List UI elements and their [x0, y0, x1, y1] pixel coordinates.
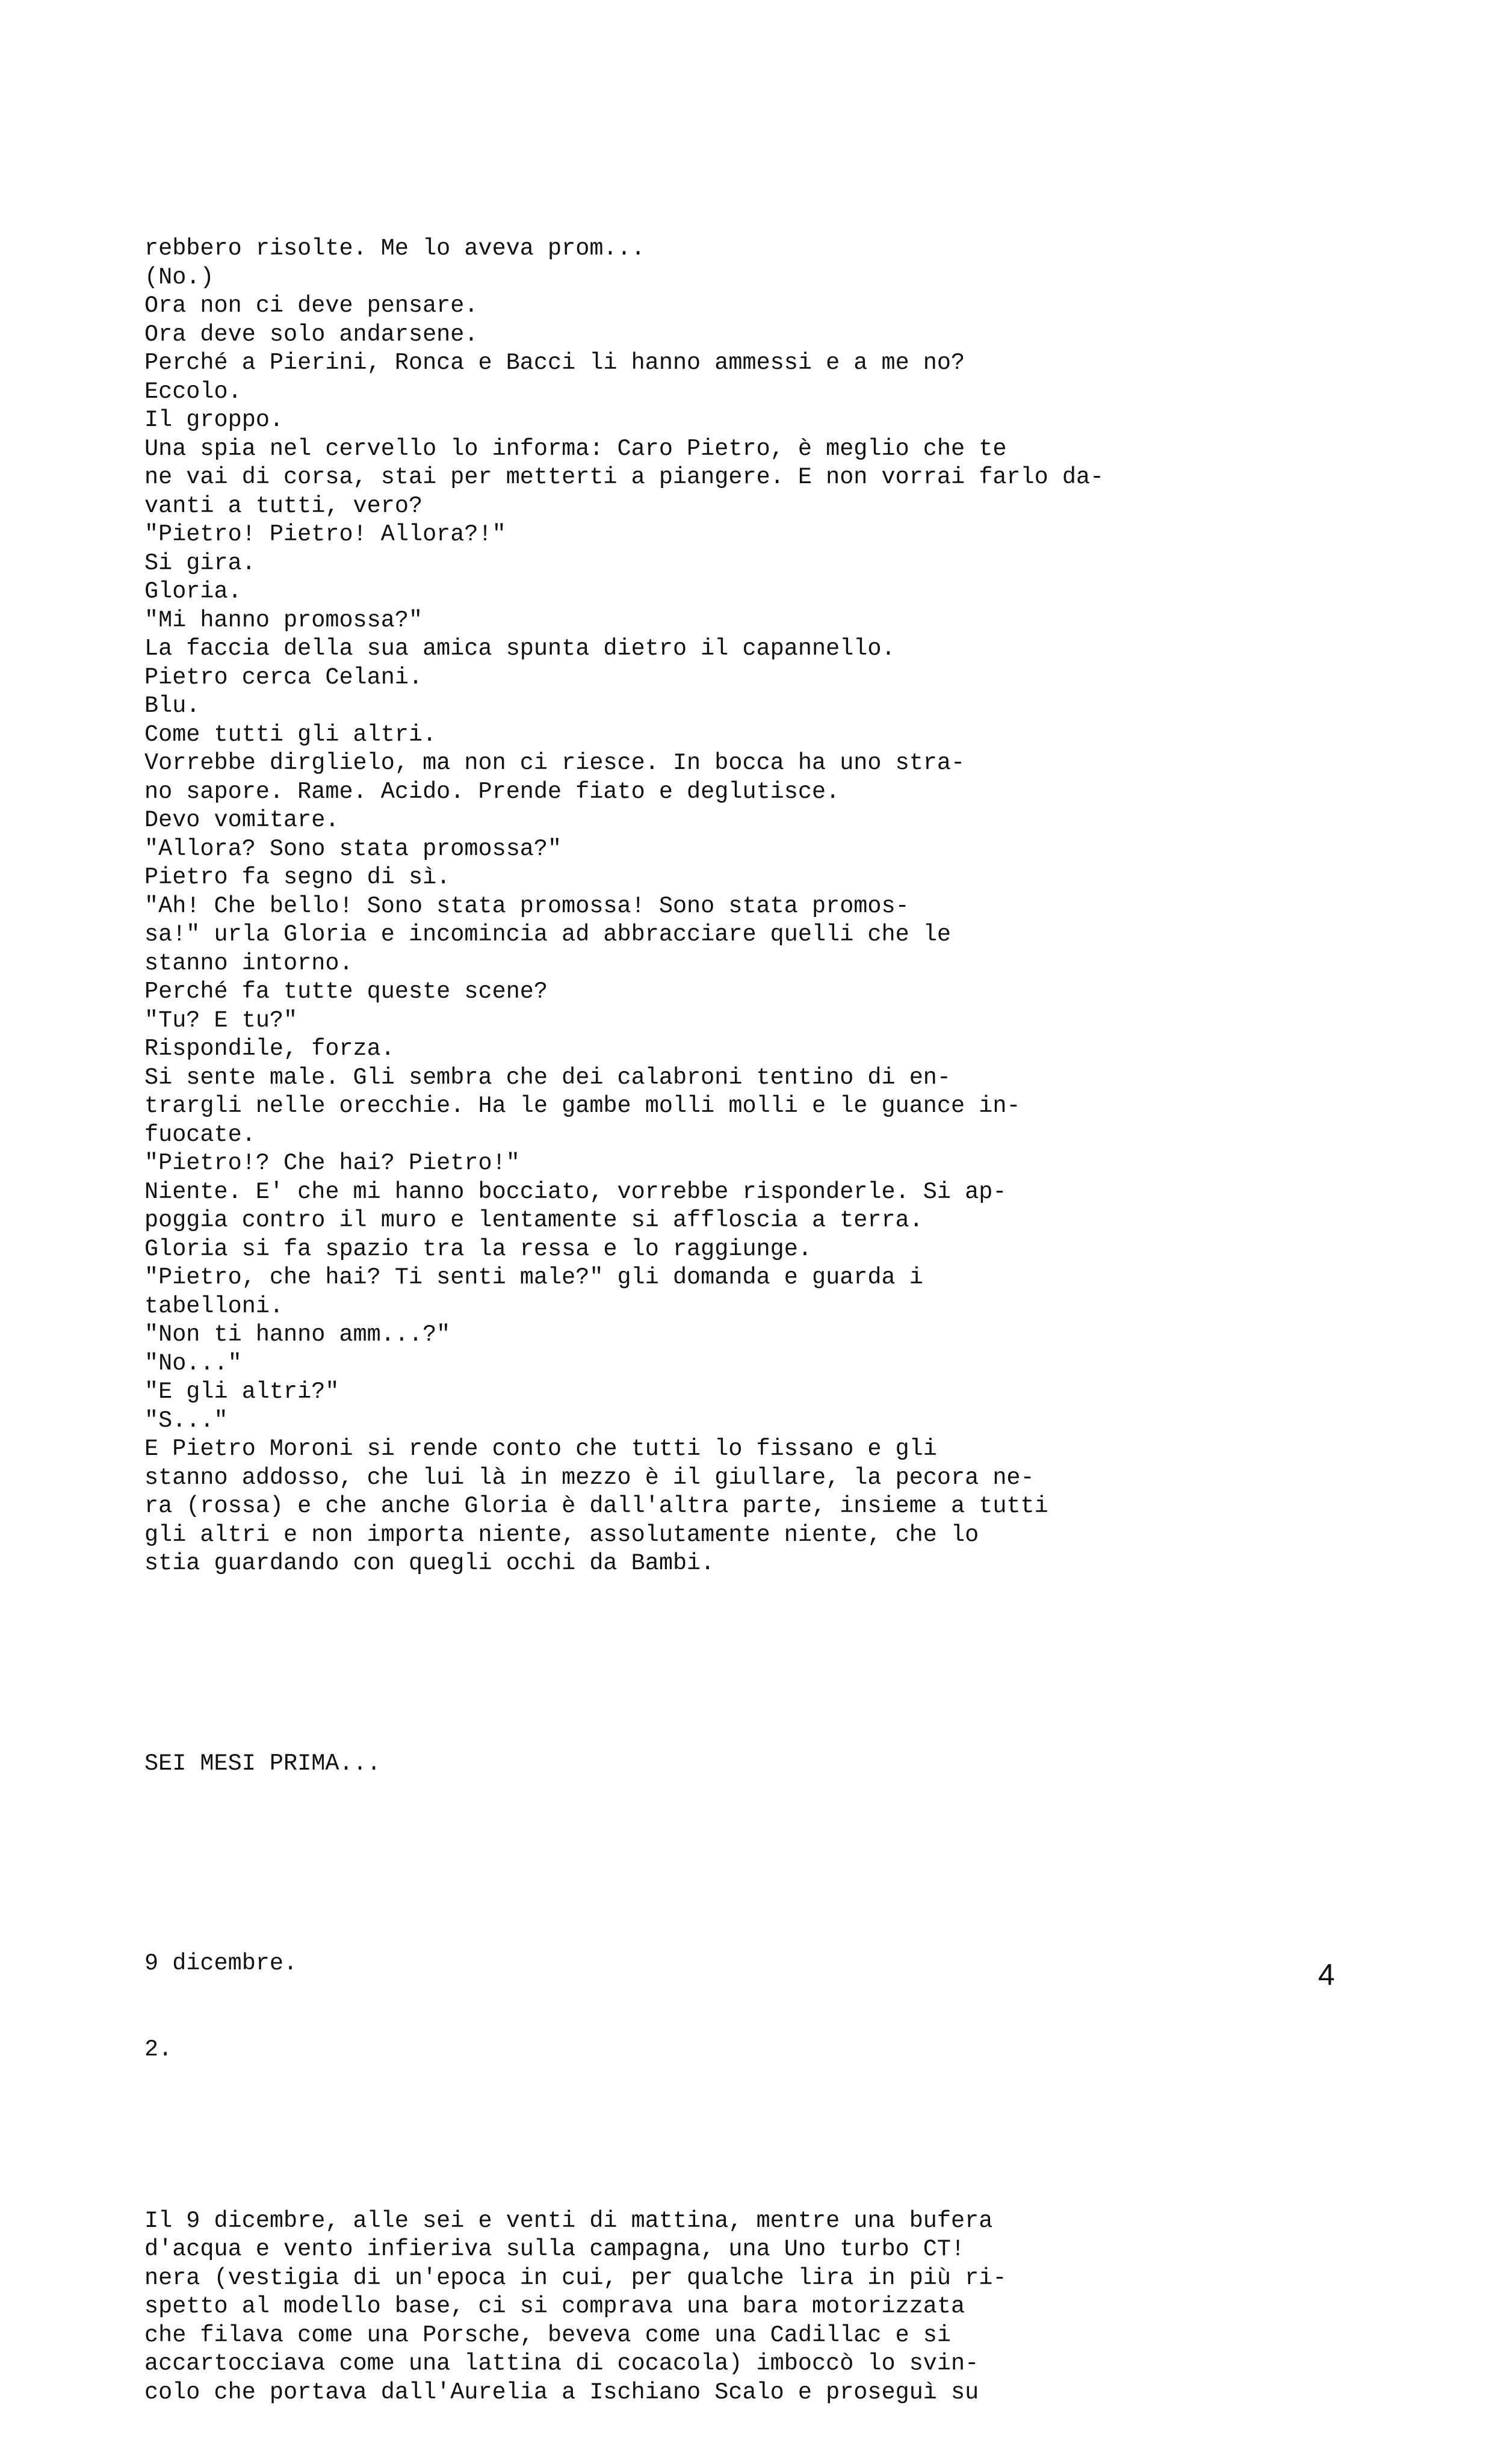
text-line: Gloria si fa spazio tra la ressa e lo raggiunge.: [144, 1235, 812, 1262]
section-heading: SEI MESI PRIMA...: [144, 1750, 381, 1777]
paragraph-1: [144, 235, 1348, 1578]
text-line: Perché a Pierini, Ronca e Bacci li hanno ammessi e a me no?: [144, 350, 965, 376]
text-line: stanno intorno.: [144, 949, 353, 977]
text-line: Eccolo.: [144, 378, 242, 405]
text-line: Ora deve solo andarsene.: [144, 321, 478, 348]
text-line: gli altri e non importa niente, assolutamente niente, che lo: [144, 1521, 979, 1548]
text-line: Niente. E' che mi hanno bocciato, vorrebbe risponderle. Si ap-: [144, 1178, 1007, 1205]
text-line: nera (vestigia di un'epoca in cui, per qualche lira in più ri-: [144, 2264, 1007, 2291]
text-line: "S...": [144, 1407, 228, 1434]
text-line: fuocate.: [144, 1121, 256, 1148]
text-line: "Pietro! Pietro! Allora?!": [144, 521, 506, 548]
text-line: Blu.: [144, 693, 200, 719]
text-line: Pietro fa segno di sì.: [144, 864, 451, 891]
text-line: stia guardando con quegli occhi da Bambi.: [144, 1550, 715, 1576]
text-line: ne vai di corsa, stai per metterti a piangere. E non vorrai farlo da-: [144, 464, 1104, 490]
text-line: "No...": [144, 1350, 242, 1377]
text-line: "Mi hanno promossa?": [144, 607, 423, 634]
text-line: no sapore. Rame. Acido. Prende fiato e deglutisce.: [144, 778, 840, 805]
text-line: "Tu? E tu?": [144, 1007, 298, 1034]
text-line: sa!" urla Gloria e incomincia ad abbracciare quelli che le: [144, 921, 952, 948]
text-line: Rispondile, forza.: [144, 1036, 395, 1062]
text-line: (No.): [144, 264, 214, 291]
text-line: Ora non ci deve pensare.: [144, 292, 478, 319]
chapter-number: 2.: [144, 2036, 173, 2063]
body-text: [144, 178, 1348, 2464]
text-line: Il 9 dicembre, alle sei e venti di mattina, mentre una bufera: [144, 2207, 993, 2234]
text-line: vanti a tutti, vero?: [144, 492, 423, 519]
text-line: Il groppo.: [144, 407, 284, 433]
text-line: La faccia della sua amica spunta dietro il capannello.: [144, 635, 896, 662]
text-line: Si gira.: [144, 549, 256, 576]
text-line: E Pietro Moroni si rende conto che tutti lo fissano e gli: [144, 1436, 937, 1462]
text-line: d'acqua e vento infieriva sulla campagna, una Uno turbo CT!: [144, 2236, 965, 2262]
text-line: "Allora? Sono stata promossa?": [144, 835, 562, 862]
text-line: Perché fa tutte queste scene?: [144, 978, 548, 1005]
text-line: Gloria.: [144, 578, 242, 605]
text-line: Devo vomitare.: [144, 807, 339, 833]
text-line: stanno addosso, che lui là in mezzo è il giullare, la pecora ne-: [144, 1464, 1035, 1491]
text-line: Vorrebbe dirglielo, ma non ci riesce. In bocca ha uno stra-: [144, 750, 965, 776]
text-line: spetto al modello base, ci si comprava una bara motorizzata: [144, 2293, 965, 2320]
text-line: trargli nelle orecchie. Ha le gambe molli molli e le guance in-: [144, 1093, 1021, 1119]
text-line: "Pietro, che hai? Ti senti male?" gli domanda e guarda i: [144, 1264, 923, 1291]
text-line: "Non ti hanno amm...?": [144, 1321, 451, 1348]
text-line: che filava come una Porsche, beveva come una Cadillac e si: [144, 2321, 952, 2348]
text-line: tabelloni.: [144, 1292, 284, 1320]
text-line: "E gli altri?": [144, 1379, 339, 1405]
text-line: "Ah! Che bello! Sono stata promossa! Sono stata promos-: [144, 892, 909, 919]
text-line: accartocciava come una lattina di cocacola) imboccò lo svin-: [144, 2350, 979, 2377]
text-line: rebbero risolte. Me lo aveva prom...: [144, 235, 645, 262]
page-number: 4: [1318, 1958, 1335, 1992]
text-line: Si sente male. Gli sembra che dei calabroni tentino di en-: [144, 1064, 952, 1091]
text-line: "Pietro!? Che hai? Pietro!": [144, 1150, 520, 1176]
text-line: Pietro cerca Celani.: [144, 664, 423, 691]
date-line: 9 dicembre.: [144, 1950, 298, 1977]
text-line: ra (rossa) e che anche Gloria è dall'altra parte, insieme a tutti: [144, 1493, 1048, 1519]
text-line: Una spia nel cervello lo informa: Caro Pietro, è meglio che te: [144, 435, 1007, 462]
text-line: colo che portava dall'Aurelia a Ischiano Scalo e proseguì su: [144, 2379, 979, 2406]
paragraph-2: [144, 2207, 1348, 2407]
text-line: Come tutti gli altri.: [144, 721, 437, 748]
text-line: poggia contro il muro e lentamente si affloscia a terra.: [144, 1207, 923, 1234]
